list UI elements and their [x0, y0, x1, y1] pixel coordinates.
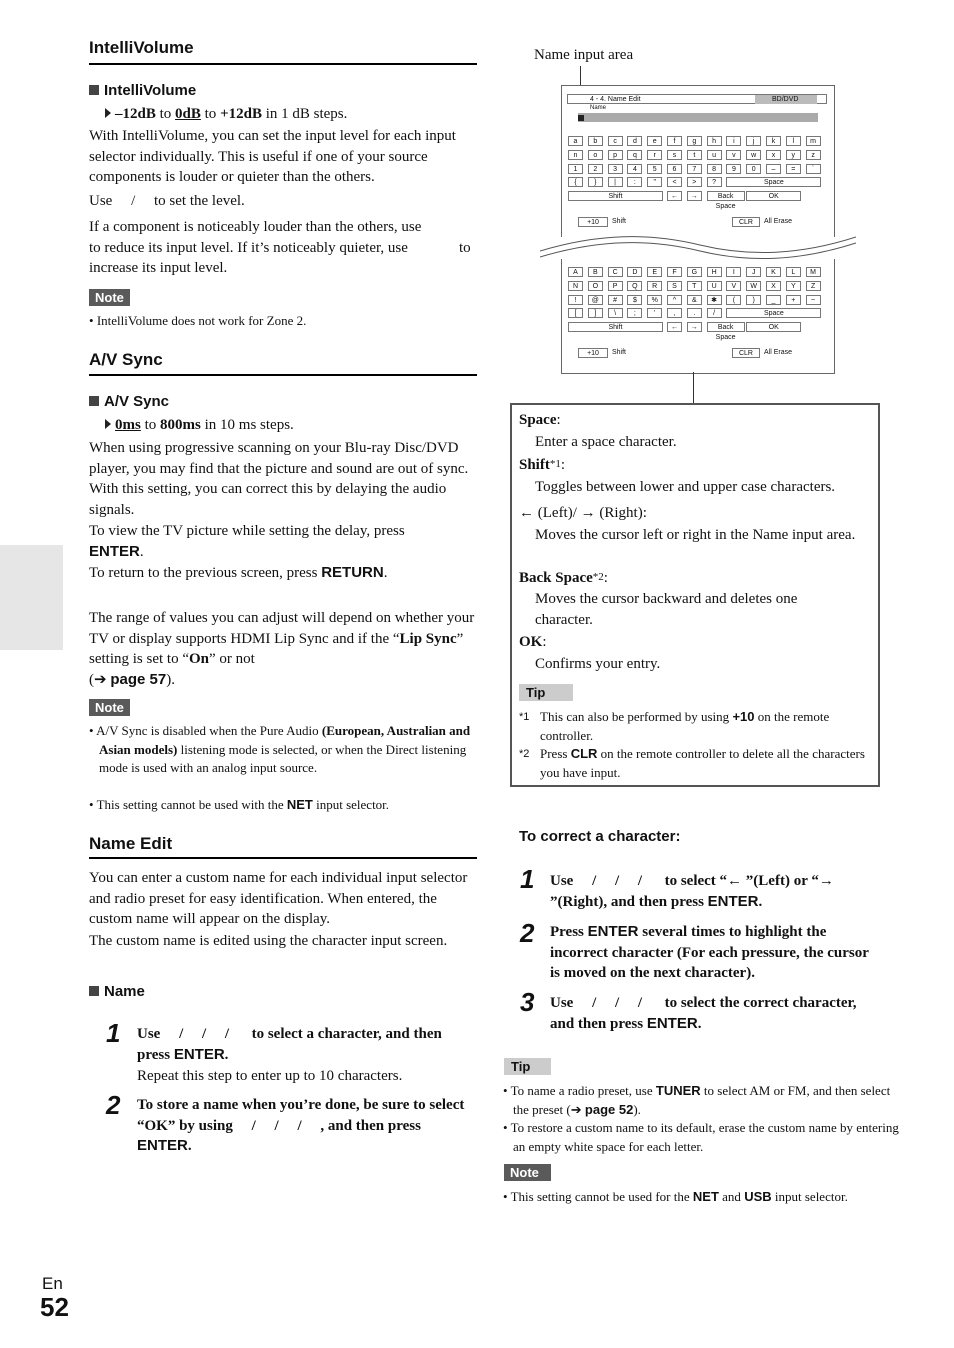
- backspace-key[interactable]: Back Space: [707, 191, 745, 201]
- char-key[interactable]: W: [746, 281, 761, 291]
- legend-backspace-title: Back Space*2:: [519, 570, 608, 586]
- char-key[interactable]: 2: [588, 164, 603, 174]
- nameedit-desc-2: The custom name is edited using the character input screen.: [89, 933, 448, 949]
- char-key[interactable]: o: [588, 150, 603, 160]
- legend-ok-title: OK:: [519, 634, 547, 650]
- clr-key[interactable]: CLR: [732, 348, 760, 358]
- char-key[interactable]: 4: [627, 164, 642, 174]
- char-key[interactable]: A: [568, 267, 583, 277]
- nameedit-step-2: To store a name when you’re done, be sure to select “OK” by using / / / , and then press ENTER.: [137, 1097, 469, 1154]
- left-arrow-key[interactable]: ←: [667, 191, 682, 201]
- char-key[interactable]: F: [667, 267, 682, 277]
- nameedit-step-1-note: Repeat this step to enter up to 10 characters.: [137, 1068, 403, 1084]
- char-key[interactable]: i: [726, 136, 741, 146]
- ok-key[interactable]: OK: [746, 322, 801, 332]
- char-key[interactable]: M: [806, 267, 821, 277]
- intellivolume-p3a: If a component is noticeably louder than the others, use: [89, 219, 422, 235]
- subheading-intellivolume: IntelliVolume: [89, 82, 196, 99]
- all-erase-hint: All Erase: [764, 218, 793, 226]
- char-key[interactable]: m: [806, 136, 821, 146]
- break-wave: [540, 231, 856, 266]
- shift-hint: Shift: [612, 218, 627, 226]
- char-key[interactable]: h: [707, 136, 722, 146]
- char-key[interactable]: e: [647, 136, 662, 146]
- avsync-desc: When using progressive scanning on your Blu-ray Disc/DVD player, you may find that the picture and sound are out of sync. With this setting, you can correct this by delaying the audio signals.: [89, 440, 469, 518]
- char-key[interactable]: D: [627, 267, 642, 277]
- ok-key[interactable]: OK: [746, 191, 801, 201]
- char-key[interactable]: 1: [568, 164, 583, 174]
- char-key[interactable]: Y: [786, 281, 801, 291]
- left-arrow-key[interactable]: ←: [667, 322, 682, 332]
- footnote-mark-2: *2: [519, 748, 530, 760]
- char-key[interactable]: x: [766, 150, 781, 160]
- char-key[interactable]: k: [766, 136, 781, 146]
- char-key[interactable]: C: [608, 267, 623, 277]
- space-key[interactable]: Space: [726, 308, 821, 318]
- avsync-note-2: • This setting cannot be used with the NET input selector.: [89, 797, 390, 812]
- char-key[interactable]: E: [647, 267, 662, 277]
- avsync-range-desc: The range of values you can adjust will depend on whether your TV or display supports HDMI Lip Sync and if the “Lip Sync” setting is set to “On” or not (➔ page 57).: [89, 610, 475, 688]
- char-key[interactable]: V: [726, 281, 741, 291]
- step-number: 2: [106, 1090, 121, 1120]
- footnote-2: Press CLR on the remote controller to delete all the characters you have input.: [540, 746, 865, 780]
- char-key[interactable]: g: [687, 136, 702, 146]
- tip-2: • To restore a custom name to its default, erase the custom name by entering an empty white space for each letter.: [503, 1120, 899, 1154]
- char-key[interactable]: /: [707, 308, 722, 318]
- section-title-nameedit: Name Edit: [89, 834, 173, 853]
- correct-title: To correct a character:: [519, 828, 681, 845]
- tip-1: • To name a radio preset, use TUNER to select AM or FM, and then select the preset (➔ page 52).: [503, 1083, 891, 1117]
- intellivolume-p3d: increase its input level.: [89, 260, 228, 276]
- char-key[interactable]: #: [608, 295, 623, 305]
- shift-key[interactable]: Shift: [568, 322, 663, 332]
- screen-header: 4 - 4. Name Edit: [590, 96, 641, 103]
- right-arrow-key[interactable]: →: [687, 322, 702, 332]
- section-title-intellivolume: IntelliVolume: [89, 38, 194, 57]
- char-key[interactable]: ✱: [707, 295, 722, 305]
- triangle-icon: [105, 108, 111, 118]
- backspace-key[interactable]: Back Space: [707, 322, 745, 332]
- correct-note: • This setting cannot be used for the NET and USB input selector.: [503, 1189, 848, 1204]
- char-key[interactable]: Z: [806, 281, 821, 291]
- char-key[interactable]: @: [588, 295, 603, 305]
- char-key[interactable]: l: [786, 136, 801, 146]
- screen-source: BD/DVD: [772, 96, 799, 103]
- char-key[interactable]: ?: [707, 177, 722, 187]
- section-rule: [89, 63, 477, 65]
- shift-hint: Shift: [612, 349, 627, 357]
- section-rule: [89, 374, 477, 376]
- char-key[interactable]: z: [806, 150, 821, 160]
- char-key[interactable]: ]: [588, 308, 603, 318]
- char-key[interactable]: w: [746, 150, 761, 160]
- language-code: En: [42, 1274, 63, 1293]
- note-badge: Note: [504, 1164, 551, 1181]
- char-key[interactable]: y: [786, 150, 801, 160]
- char-key[interactable]: <: [667, 177, 682, 187]
- note-badge: Note: [89, 699, 130, 716]
- step-number: 1: [520, 864, 535, 894]
- char-key[interactable]: >: [687, 177, 702, 187]
- char-key[interactable]: d: [627, 136, 642, 146]
- char-key[interactable]: :: [627, 177, 642, 187]
- footnote-mark-1: *1: [519, 711, 530, 723]
- cursor-marker: [578, 115, 584, 121]
- char-key[interactable]: T: [687, 281, 702, 291]
- legend-space-title: Space:: [519, 412, 561, 428]
- name-input-field[interactable]: [578, 113, 818, 122]
- square-bullet-icon: [89, 986, 99, 996]
- chapter-tab: [0, 545, 63, 650]
- char-key[interactable]: 6: [667, 164, 682, 174]
- subheading-avsync: A/V Sync: [89, 393, 169, 410]
- char-key[interactable]: O: [588, 281, 603, 291]
- char-key[interactable]: c: [608, 136, 623, 146]
- intellivolume-range: –12dB to 0dB to +12dB in 1 dB steps.: [105, 104, 347, 125]
- char-key[interactable]: r: [647, 150, 662, 160]
- char-key[interactable]: B: [588, 267, 603, 277]
- char-key[interactable]: R: [647, 281, 662, 291]
- step-number: 1: [106, 1018, 121, 1048]
- leader-line: [693, 372, 694, 404]
- legend-space-desc: Enter a space character.: [535, 434, 677, 450]
- char-key[interactable]: N: [568, 281, 583, 291]
- intellivolume-note: • IntelliVolume does not work for Zone 2.: [89, 313, 307, 328]
- name-label: Name: [590, 105, 607, 111]
- char-key[interactable]: p: [608, 150, 623, 160]
- char-key[interactable]: X: [766, 281, 781, 291]
- char-key[interactable]: v: [726, 150, 741, 160]
- char-key[interactable]: u: [707, 150, 722, 160]
- char-key[interactable]: G: [687, 267, 702, 277]
- key-legend-box: [510, 403, 880, 787]
- legend-arrows-title: ← (Left)/ → (Right):: [519, 505, 647, 521]
- char-key[interactable]: j: [746, 136, 761, 146]
- char-key[interactable]: ,: [667, 308, 682, 318]
- screen-caption: Name input area: [534, 47, 634, 63]
- char-key[interactable]: n: [568, 150, 583, 160]
- char-key[interactable]: ^: [667, 295, 682, 305]
- char-key[interactable]: ": [647, 177, 662, 187]
- step-number: 2: [520, 918, 535, 948]
- footnote-1: This can also be performed by using +10 on the remote controller.: [540, 709, 830, 743]
- char-key[interactable]: t: [687, 150, 702, 160]
- legend-arrows-desc: Moves the cursor left or right in the Name input area.: [535, 527, 856, 543]
- intellivolume-p3b: to reduce its input level. If it’s noticeably quieter, use: [89, 240, 408, 256]
- legend-shift-desc: Toggles between lower and upper case characters.: [535, 479, 836, 495]
- triangle-icon: [105, 419, 111, 429]
- char-key[interactable]: ;: [627, 308, 642, 318]
- char-key[interactable]: \: [608, 308, 623, 318]
- correct-step-1: Use / / / to select “← ”(Left) or “→ ”(Right), and then press ENTER.: [550, 873, 838, 910]
- legend-ok-desc: Confirms your entry.: [535, 656, 661, 672]
- right-arrow-key[interactable]: →: [687, 191, 702, 201]
- avsync-range: 0ms to 800ms in 10 ms steps.: [105, 415, 294, 436]
- char-key[interactable]: ~: [806, 295, 821, 305]
- intellivolume-p3c: to: [459, 240, 471, 256]
- nameedit-step-1: Use / / / to select a character, and then press ENTER.: [137, 1026, 446, 1063]
- char-key[interactable]: Q: [627, 281, 642, 291]
- intellivolume-desc: With IntelliVolume, you can set the input level for each input selector individually. This is useful if one of your source components is louder or quieter than the others.: [89, 128, 456, 185]
- char-key[interactable]: P: [608, 281, 623, 291]
- square-bullet-icon: [89, 396, 99, 406]
- char-key[interactable]: H: [707, 267, 722, 277]
- char-key[interactable]: L: [786, 267, 801, 277]
- char-key[interactable]: I: [726, 267, 741, 277]
- space-key[interactable]: Space: [726, 177, 821, 187]
- plus10-key[interactable]: +10: [578, 348, 608, 358]
- section-rule: [89, 857, 477, 859]
- subheading-name: Name: [89, 983, 145, 1000]
- char-key[interactable]: q: [627, 150, 642, 160]
- nameedit-desc: You can enter a custom name for each individual input selector and radio preset for easy identification. When entered, the custom name will appear on the display.: [89, 870, 468, 927]
- clr-key[interactable]: CLR: [732, 217, 760, 227]
- char-key[interactable]: 7: [687, 164, 702, 174]
- char-key[interactable]: f: [667, 136, 682, 146]
- legend-backspace-desc: Moves the cursor backward and deletes one character.: [535, 591, 798, 628]
- section-title-avsync: A/V Sync: [89, 350, 163, 369]
- char-key[interactable]: s: [667, 150, 682, 160]
- plus10-key[interactable]: +10: [578, 217, 608, 227]
- tip-badge: Tip: [504, 1058, 551, 1075]
- char-key[interactable]: b: [588, 136, 603, 146]
- char-key[interactable]: {: [568, 177, 583, 187]
- char-key[interactable]: 3: [608, 164, 623, 174]
- char-key[interactable]: =: [786, 164, 801, 174]
- char-key[interactable]: S: [667, 281, 682, 291]
- char-key[interactable]: &: [687, 295, 702, 305]
- char-key[interactable]: $: [627, 295, 642, 305]
- char-key[interactable]: 0: [746, 164, 761, 174]
- char-key[interactable]: –: [766, 164, 781, 174]
- char-key[interactable]: +: [786, 295, 801, 305]
- char-key[interactable]: 9: [726, 164, 741, 174]
- char-key[interactable]: |: [608, 177, 623, 187]
- char-key[interactable]: }: [588, 177, 603, 187]
- char-key[interactable]: 8: [707, 164, 722, 174]
- char-key[interactable]: K: [766, 267, 781, 277]
- char-key[interactable]: a: [568, 136, 583, 146]
- correct-step-3: Use / / / to select the correct character, and then press ENTER.: [550, 995, 861, 1032]
- intellivolume-use: Use / to set the level.: [89, 193, 245, 209]
- page-number: 52: [40, 1292, 69, 1322]
- char-key[interactable]: .: [687, 308, 702, 318]
- square-bullet-icon: [89, 85, 99, 95]
- char-key[interactable]: !: [568, 295, 583, 305]
- all-erase-hint: All Erase: [764, 349, 793, 357]
- char-key[interactable]: ': [647, 308, 662, 318]
- char-key[interactable]: U: [707, 281, 722, 291]
- correct-step-2: Press ENTER several times to highlight the incorrect character (For each pressure, the cursor is moved on the next character).: [550, 923, 869, 981]
- shift-key[interactable]: Shift: [568, 191, 663, 201]
- avsync-view: To view the TV picture while setting the delay, press ENTER.: [89, 523, 405, 560]
- char-key[interactable]: [: [568, 308, 583, 318]
- char-key[interactable]: %: [647, 295, 662, 305]
- avsync-note-1: • A/V Sync is disabled when the Pure Audio (European, Australian and Asian models) listening mode is selected, or when the Direct listening mode is used with an analog input source.: [89, 723, 471, 775]
- char-key[interactable]: _: [766, 295, 781, 305]
- legend-shift-title: Shift*1:: [519, 457, 566, 473]
- char-key[interactable]: J: [746, 267, 761, 277]
- char-key[interactable]: (: [726, 295, 741, 305]
- note-badge: Note: [89, 289, 130, 306]
- name-edit-screen: [561, 85, 835, 374]
- avsync-return: To return to the previous screen, press RETURN.: [89, 564, 388, 581]
- step-number: 3: [520, 987, 535, 1017]
- tip-badge: Tip: [519, 684, 573, 701]
- char-key[interactable]: 5: [647, 164, 662, 174]
- char-key[interactable]: `: [806, 164, 821, 174]
- char-key[interactable]: ): [746, 295, 761, 305]
